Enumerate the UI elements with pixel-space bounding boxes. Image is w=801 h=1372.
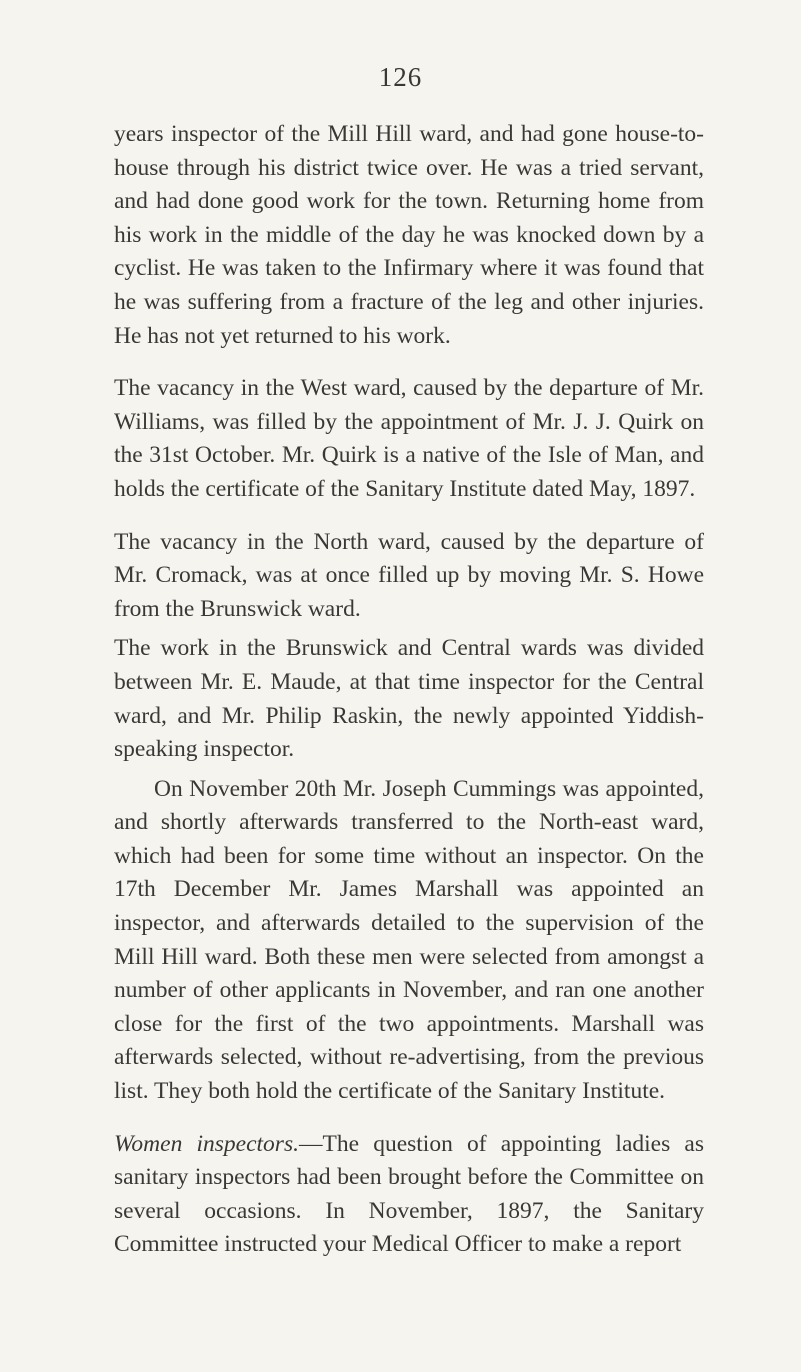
paragraph-women-inspectors xyxy=(114,1128,704,1262)
paragraph-north-ward: The vacancy in the North ward, caused by the departure of Mr. Cromack, was at once filled up by moving Mr. S. Howe from the Brunswick ward. xyxy=(114,528,704,622)
women-inspectors-heading: Women inspectors. xyxy=(114,1130,299,1157)
paragraph-continuation: years inspector of the Mill Hill ward, and had gone house-to-house through his district twice over. He was a tried servant, and had done good work for the town. Returning home from his work in the middle of the day he was knocked down by a cyclist. He was taken to the Infirmary where it was found that he was suffering from a fracture of the leg and other injuries. He has not yet returned to his work. xyxy=(114,121,704,349)
page-number: 126 xyxy=(378,62,423,92)
paragraph-appointments: On November 20th Mr. Joseph Cummings was appointed, and shortly afterwards transferred to the North-east ward, which had been for some time without an inspector. On the 17th December Mr. James Marshall was appointed an inspector, and afterwards detailed to the supervision of the Mill Hill ward. Both these men were selected from amongst a number of other applicants in November, and ran one another close for the first of the two appointments. Marshall was afterwards selected, without re-advertising, from the previous list. They both hold the certificate of the Sanitary Institute. xyxy=(114,775,704,1105)
women-inspectors-text: —The question of appointing ladies as sanitary inspectors had been brought before the Committee on several occasions. In November, 1897, the Sanitary Committee instructed your Medical Officer to make a report xyxy=(114,1130,704,1258)
paragraph-brunswick-central: The work in the Brunswick and Central wards was divided between Mr. E. Maude, at that time inspector for the Central ward, and Mr. Philip Raskin, the newly appointed Yiddish-speaking inspector. xyxy=(114,635,704,763)
body-text xyxy=(114,118,704,1262)
paragraph-west-ward: The vacancy in the West ward, caused by the departure of Mr. Williams, was filled by the appointment of Mr. J. J. Quirk on the 31st October. Mr. Quirk is a native of the Isle of Man, and holds the certificate of the Sanitary Institute dated May, 1897. xyxy=(114,375,704,502)
